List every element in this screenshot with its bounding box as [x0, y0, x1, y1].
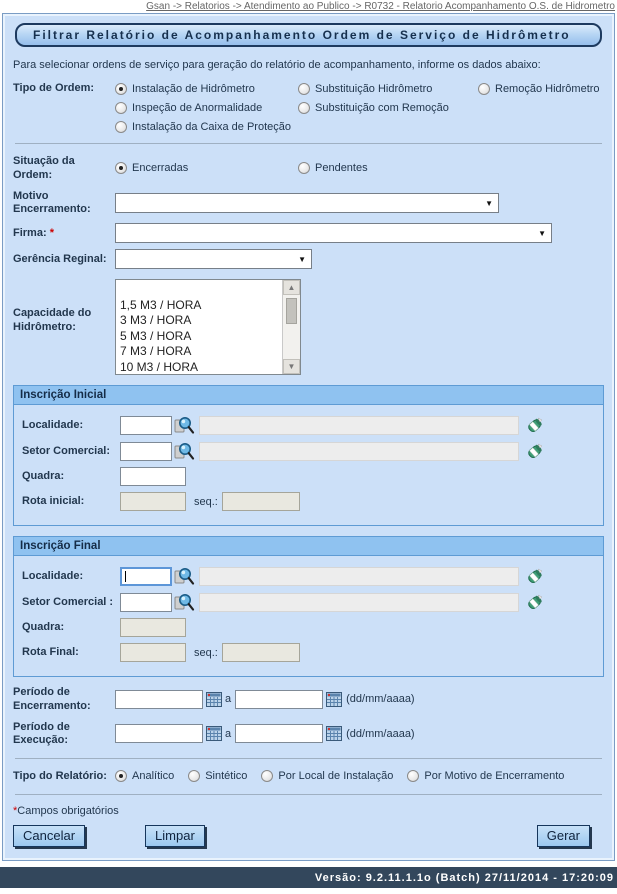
periodo-execucao-fim-input[interactable]: [235, 724, 323, 743]
search-icon[interactable]: [174, 441, 195, 461]
separator: [15, 143, 602, 144]
radio-label: Inspeção de Anormalidade: [132, 102, 263, 114]
radio-por-motivo-encerramento[interactable]: [407, 770, 564, 782]
gerar-button[interactable]: Gerar: [537, 825, 590, 847]
radio-substituicao-com-remocao[interactable]: [298, 102, 449, 114]
radio-button-icon[interactable]: [478, 83, 490, 95]
scroll-down-arrow-icon[interactable]: ▼: [283, 359, 300, 374]
list-option[interactable]: 7 M3 / HORA: [120, 344, 192, 358]
setor-final-row: [22, 592, 595, 612]
radio-substituicao-hidrometro[interactable]: [298, 83, 478, 95]
localidade-label: Localidade:: [22, 418, 84, 431]
tipo-ordem-row: [13, 81, 604, 133]
date-format-hint: (dd/mm/aaaa): [346, 693, 415, 706]
localidade-final-input[interactable]: [120, 567, 172, 586]
radio-button-icon[interactable]: [407, 770, 419, 782]
required-asterisk: *: [13, 804, 18, 817]
seq-label: seq.:: [194, 646, 218, 659]
list-option-blank[interactable]: [120, 282, 282, 298]
capacidade-row: [13, 279, 604, 375]
calendar-icon[interactable]: [206, 692, 222, 707]
radio-sintetico[interactable]: [188, 770, 247, 782]
setor-final-input[interactable]: [120, 593, 172, 612]
gerencia-label: Gerência Reginal:: [13, 252, 107, 265]
periodo-execucao-row: [13, 720, 604, 749]
radio-label: Remoção Hidrômetro: [495, 83, 600, 95]
radio-label: Substituição com Remoção: [315, 102, 449, 114]
page-title: Filtrar Relatório de Acompanhamento Ordem de Serviço de Hidrômetro: [15, 23, 602, 47]
setor-comercial-label: Setor Comercial:: [22, 444, 111, 457]
localidade-inicial-input[interactable]: [120, 416, 172, 435]
search-icon[interactable]: [174, 566, 195, 586]
radio-instalacao-hidrometro[interactable]: [115, 83, 298, 95]
listbox-scrollbar[interactable]: [282, 280, 300, 374]
setor-inicial-name-field: [199, 442, 519, 461]
gerencia-row: [13, 249, 604, 269]
quadra-final-row: [22, 618, 595, 637]
radio-label: Por Local de Instalação: [278, 770, 394, 783]
periodo-encerramento-row: [13, 685, 604, 714]
list-option[interactable]: 5 M3 / HORA: [120, 328, 192, 343]
localidade-label: Localidade:: [22, 569, 84, 582]
instruction-text: Para selecionar ordens de serviço para geração do relatório de acompanhamento, informe os dados abaixo:: [13, 59, 541, 71]
quadra-label: Quadra:: [22, 621, 65, 634]
inscricao-final-section: [13, 536, 604, 677]
radio-instalacao-caixa-protecao[interactable]: [115, 121, 291, 133]
inscricao-final-header: Inscrição Final: [14, 537, 603, 556]
date-format-hint: (dd/mm/aaaa): [346, 727, 415, 740]
search-icon[interactable]: [174, 592, 195, 612]
seq-label: seq.:: [194, 495, 218, 508]
radio-por-local-instalacao[interactable]: [261, 770, 393, 782]
quadra-inicial-row: [22, 467, 595, 486]
calendar-icon[interactable]: [206, 726, 222, 741]
breadcrumb[interactable]: Gsan -> Relatorios -> Atendimento ao Publico -> R0732 - Relatorio Acompanhamento O.S. de Hidrometro: [146, 1, 615, 12]
radio-button-icon[interactable]: [115, 162, 127, 174]
radio-button-icon[interactable]: [188, 770, 200, 782]
required-asterisk: *: [49, 226, 54, 239]
setor-comercial-label: Setor Comercial :: [22, 595, 114, 608]
radio-button-icon[interactable]: [115, 83, 127, 95]
firma-label-text: Firma:: [13, 226, 47, 239]
list-option[interactable]: 1,5 M3 / HORA: [120, 297, 202, 312]
button-row: [13, 825, 604, 847]
tipo-relatorio-row: [13, 769, 604, 784]
scrollbar-thumb[interactable]: [286, 298, 297, 324]
localidade-final-row: [22, 566, 595, 586]
cancelar-button[interactable]: Cancelar: [13, 825, 85, 847]
rota-final-input: [120, 643, 186, 662]
eraser-icon[interactable]: [525, 567, 544, 586]
radio-button-icon[interactable]: [115, 121, 127, 133]
radio-label: Substituição Hidrômetro: [315, 83, 433, 95]
limpar-button[interactable]: Limpar: [145, 825, 205, 847]
required-fields-note: [13, 805, 604, 817]
eraser-icon[interactable]: [525, 593, 544, 612]
quadra-label: Quadra:: [22, 470, 65, 483]
capacidade-label: Capacidade do Hidrômetro:: [13, 307, 92, 333]
radio-button-icon[interactable]: [298, 102, 310, 114]
firma-row: [13, 223, 604, 243]
periodo-encerramento-label: Período de Encerramento:: [13, 686, 91, 712]
setor-inicial-row: [22, 441, 595, 461]
rota-inicial-input: [120, 492, 186, 511]
inscricao-inicial-section: [13, 385, 604, 526]
radio-label: Sintético: [205, 770, 248, 783]
radio-pendentes[interactable]: [298, 162, 368, 174]
radio-remocao-hidrometro[interactable]: [478, 83, 600, 95]
filter-form: [2, 13, 615, 861]
radio-label: Instalação da Caixa de Proteção: [132, 121, 291, 133]
radio-button-icon[interactable]: [115, 770, 127, 782]
motivo-label: Motivo Encerramento:: [13, 189, 91, 216]
list-option[interactable]: 10 M3 / HORA: [120, 359, 199, 374]
inscricao-inicial-header: Inscrição Inicial: [14, 386, 603, 405]
range-connector-label: a: [225, 727, 232, 740]
eraser-icon[interactable]: [525, 416, 544, 435]
rota-inicial-seq-input: [222, 492, 300, 511]
radio-label: Encerradas: [132, 162, 189, 175]
periodo-execucao-label: Período de Execução:: [13, 720, 70, 747]
radio-label: Instalação de Hidrômetro: [132, 83, 255, 95]
quadra-final-input: [120, 618, 186, 637]
search-icon[interactable]: [174, 415, 195, 435]
rota-inicial-label: Rota inicial:: [22, 495, 85, 508]
required-text: Campos obrigatórios: [17, 804, 119, 817]
tipo-ordem-label: Tipo de Ordem:: [13, 82, 95, 94]
situacao-label: Situação da Ordem:: [13, 155, 75, 181]
situacao-row: [13, 154, 604, 183]
rota-final-seq-input: [222, 643, 300, 662]
radio-button-icon[interactable]: [298, 83, 310, 95]
range-connector-label: a: [225, 693, 232, 706]
radio-label: Pendentes: [315, 162, 368, 175]
radio-encerradas[interactable]: [115, 162, 298, 174]
scroll-up-arrow-icon[interactable]: ▲: [283, 280, 300, 295]
radio-label: Por Motivo de Encerramento: [424, 770, 565, 783]
calendar-icon[interactable]: [326, 692, 342, 707]
radio-button-icon[interactable]: [261, 770, 273, 782]
setor-final-name-field: [199, 593, 519, 612]
quadra-inicial-input[interactable]: [120, 467, 186, 486]
gerencia-regional-select[interactable]: [115, 249, 312, 269]
eraser-icon[interactable]: [525, 442, 544, 461]
localidade-inicial-name-field: [199, 416, 519, 435]
list-option[interactable]: 3 M3 / HORA: [120, 313, 192, 327]
tipo-relatorio-label: Tipo do Relatório:: [13, 770, 107, 782]
firma-label: [13, 226, 115, 241]
motivo-row: [13, 189, 604, 218]
radio-button-icon[interactable]: [298, 162, 310, 174]
radio-inspecao-anormalidade[interactable]: [115, 102, 298, 114]
setor-inicial-input[interactable]: [120, 442, 172, 461]
capacidade-listbox[interactable]: [115, 279, 301, 375]
motivo-encerramento-select[interactable]: [115, 193, 499, 213]
firma-select[interactable]: [115, 223, 552, 243]
separator: [15, 758, 602, 759]
version-text: Versão: 9.2.11.1.1o (Batch) 27/11/2014 - 17:20:09: [314, 871, 614, 884]
calendar-icon[interactable]: [326, 726, 342, 741]
rota-final-label: Rota Final:: [22, 646, 79, 659]
periodo-encerramento-fim-input[interactable]: [235, 690, 323, 709]
version-bar: [0, 867, 617, 888]
radio-button-icon[interactable]: [115, 102, 127, 114]
periodo-encerramento-inicio-input[interactable]: [115, 690, 203, 709]
localidade-inicial-row: [22, 415, 595, 435]
periodo-execucao-inicio-input[interactable]: [115, 724, 203, 743]
separator: [15, 794, 602, 795]
rota-inicial-row: [22, 492, 595, 511]
radio-analitico[interactable]: [115, 770, 174, 782]
radio-label: Analítico: [132, 770, 175, 783]
rota-final-row: [22, 643, 595, 662]
localidade-final-name-field: [199, 567, 519, 586]
